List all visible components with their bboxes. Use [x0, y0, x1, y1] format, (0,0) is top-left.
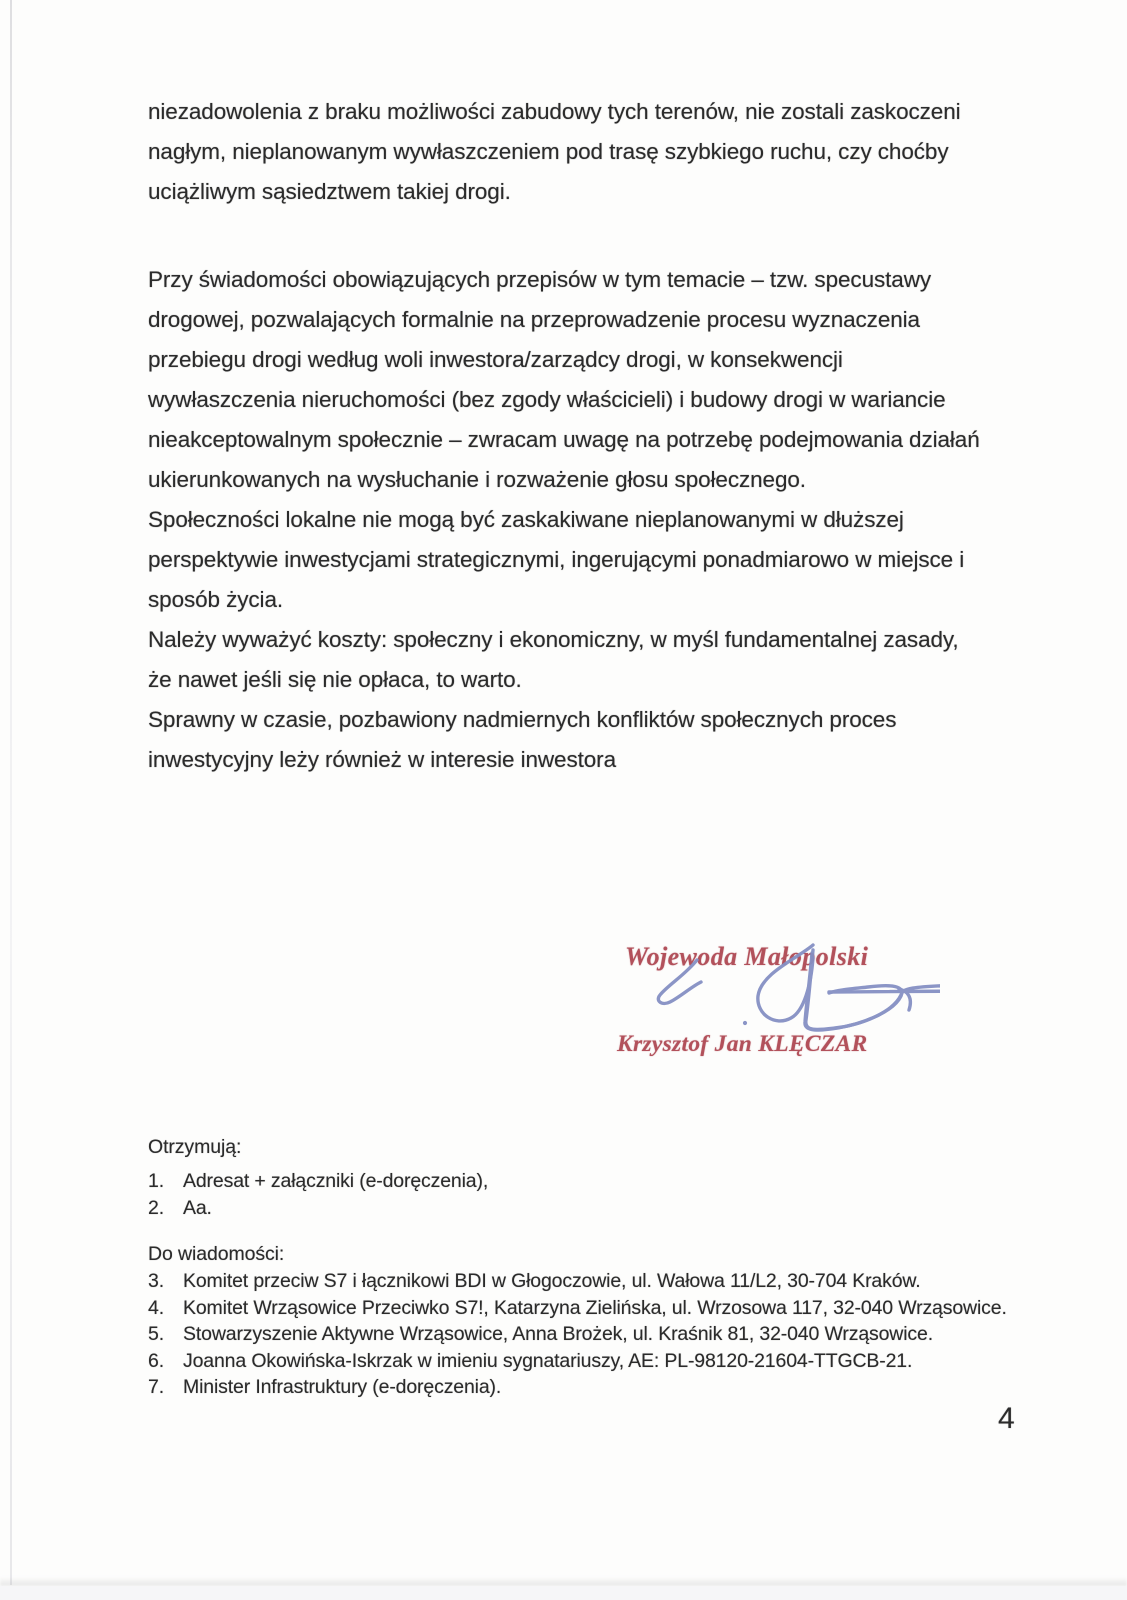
list-item-text: Adresat + załączniki (e-doręczenia), [183, 1170, 489, 1192]
list-item [148, 1323, 1007, 1350]
list-item-text: Komitet przeciw S7 i łącznikowi BDI w Głogoczowie, ul. Wałowa 11/L2, 30-704 Kraków. [183, 1270, 921, 1292]
body-paragraph-1 [148, 92, 961, 212]
text-line: perspektywie inwestycjami strategicznymi, ingerującymi ponadmiarowo w miejsce i [148, 547, 965, 572]
list-item [148, 1270, 1007, 1297]
cc-list [148, 1270, 1007, 1403]
text-line: Należy wyważyć koszty: społeczny i ekonomiczny, w myśl fundamentalnej zasady, [148, 627, 959, 652]
body-paragraph-2 [148, 260, 980, 780]
signer-title: Wojewoda Małopolski [625, 942, 869, 971]
received-list [148, 1170, 488, 1223]
list-item [148, 1350, 1007, 1377]
text-line: nagłym, nieplanowanym wywłaszczeniem pod trasę szybkiego ruchu, czy choćby [148, 139, 949, 164]
text-line: sposób życia. [148, 587, 284, 612]
list-item-number: 4. [148, 1296, 164, 1319]
list-item-number: 6. [148, 1349, 164, 1372]
text-line: wywłaszczenia nieruchomości (bez zgody właścicieli) i budowy drogi w wariancie [148, 387, 946, 412]
list-item-text: Joanna Okowińska-Iskrzak w imieniu sygnatariuszy, AE: PL-98120-21604-TTGCB-21. [183, 1349, 913, 1372]
list-item-number: 7. [148, 1376, 164, 1398]
page-left-edge-shadow [10, 0, 12, 1585]
list-item-number: 1. [148, 1170, 164, 1192]
text-line: drogowej, pozwalających formalnie na przeprowadzenie procesu wyznaczenia [148, 307, 920, 332]
text-line: niezadowolenia z braku możliwości zabudowy tych terenów, nie zostali zaskoczeni [148, 99, 961, 124]
list-item-number: 3. [148, 1270, 164, 1292]
text-line: ukierunkowanych na wysłuchanie i rozważenie głosu społecznego. [148, 467, 806, 492]
list-item-number: 5. [148, 1323, 164, 1345]
list-item-text: Stowarzyszenie Aktywne Wrząsowice, Anna Brożek, ul. Kraśnik 81, 32-040 Wrząsowice. [183, 1323, 933, 1345]
list-item [148, 1376, 1007, 1403]
list-item [148, 1197, 488, 1224]
list-item-text: Minister Infrastruktury (e-doręczenia). [183, 1376, 502, 1398]
text-line: nieakceptowalnym społecznie – zwracam uwagę na potrzebę podejmowania działań [148, 427, 980, 452]
text-line: uciążliwym sąsiedztwem takiej drogi. [148, 179, 511, 204]
page-bottom-edge [0, 1586, 1127, 1600]
page-number: 4 [998, 1402, 1015, 1435]
list-item-text: Aa. [183, 1196, 212, 1219]
text-line: Sprawny w czasie, pozbawiony nadmiernych konfliktów społecznych proces [148, 707, 897, 732]
text-line: Przy świadomości obowiązujących przepisów w tym temacie – tzw. specustawy [148, 267, 931, 292]
received-heading: Otrzymują: [148, 1136, 242, 1158]
text-line: inwestycyjny leży również w interesie inwestora [148, 747, 616, 772]
cc-heading: Do wiadomości: [148, 1243, 285, 1265]
text-line: Społeczności lokalne nie mogą być zaskakiwane nieplanowanymi w dłuższej [148, 507, 904, 532]
text-line: że nawet jeśli się nie opłaca, to warto. [148, 667, 522, 692]
list-item-text: Komitet Wrząsowice Przeciwko S7!, Katarzyna Zielińska, ul. Wrzosowa 117, 32-040 Wrząsowice. [183, 1296, 1007, 1319]
page-bottom-edge-shadow [0, 1577, 1127, 1586]
text-line: przebiegu drogi według woli inwestora/zarządcy drogi, w konsekwencji [148, 347, 843, 372]
list-item-number: 2. [148, 1196, 164, 1219]
signer-name: Krzysztof Jan KLĘCZAR [617, 1031, 868, 1057]
list-item [148, 1297, 1007, 1324]
list-item [148, 1170, 488, 1197]
